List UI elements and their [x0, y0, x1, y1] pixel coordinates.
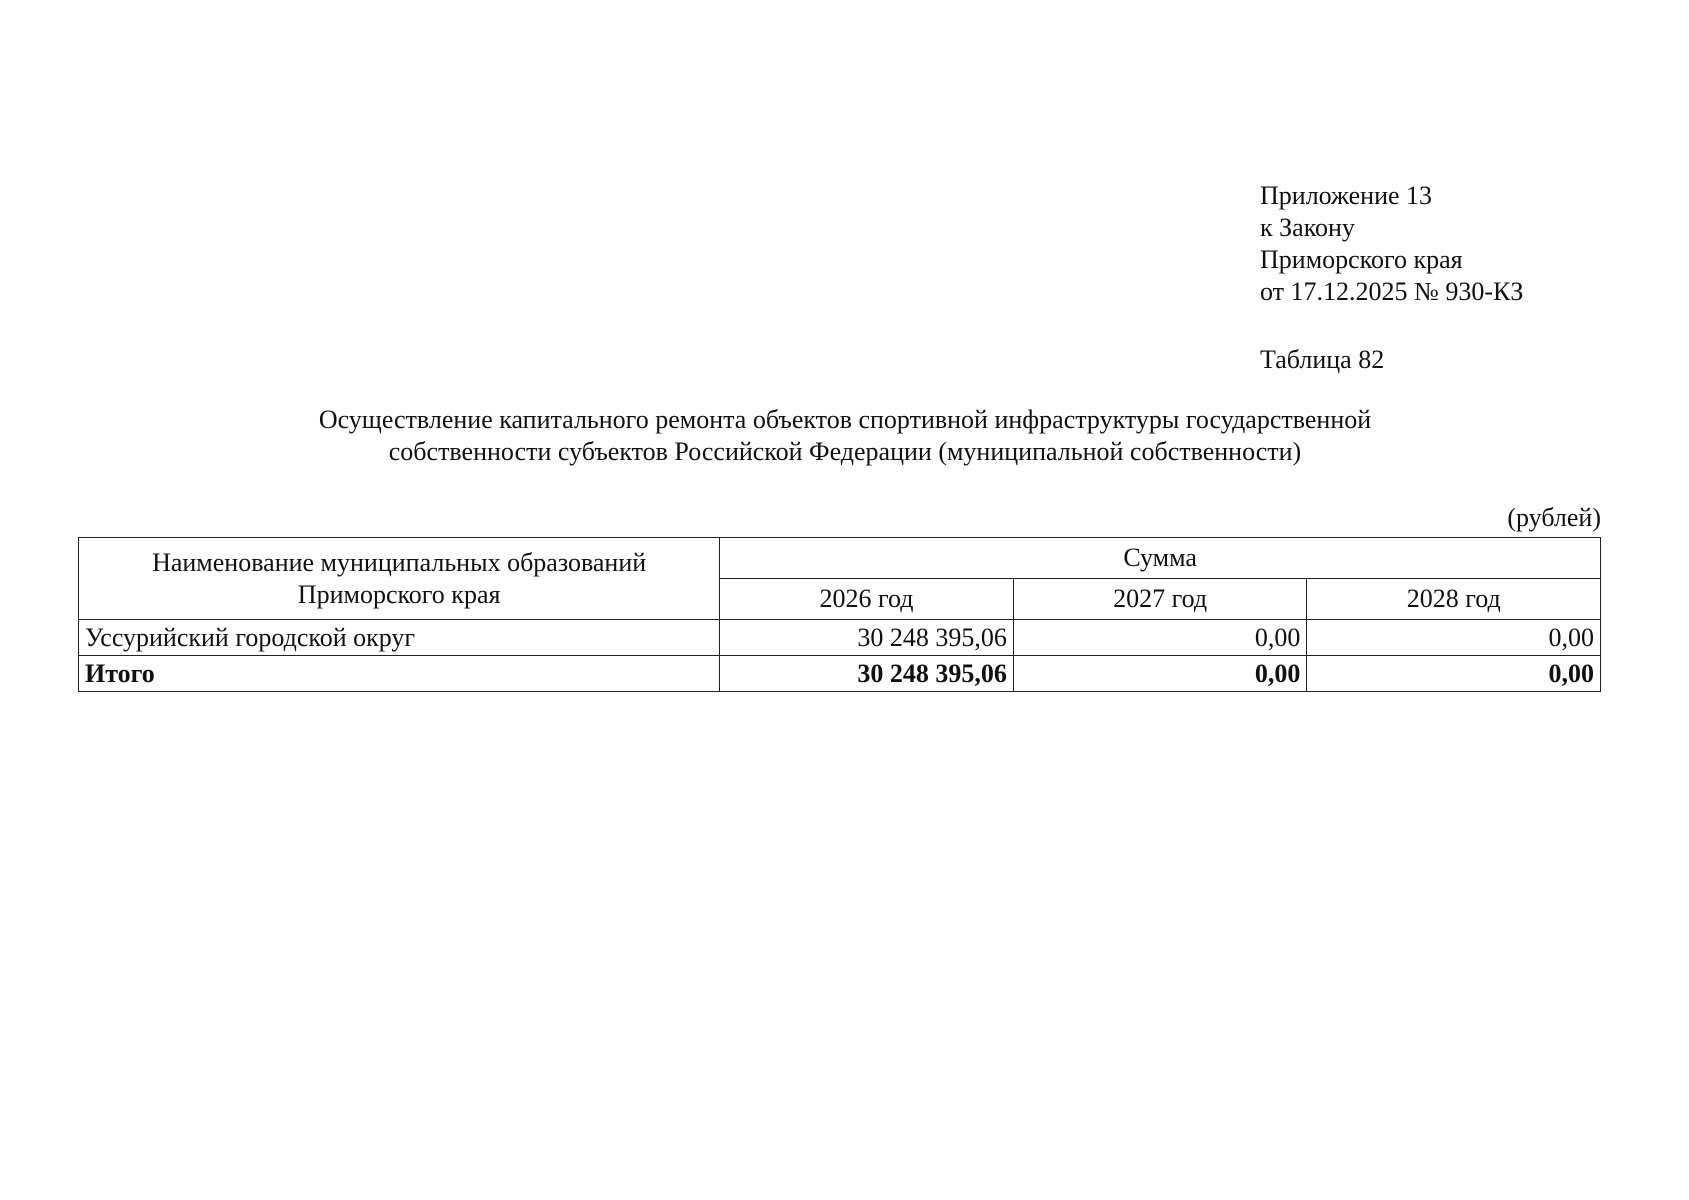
amount-cell: 30 248 395,06 — [720, 620, 1014, 656]
appendix-line: Приложение 13 — [1260, 181, 1433, 210]
sum-header: Сумма — [720, 538, 1601, 579]
appendix-line: к Закону — [1260, 213, 1355, 242]
appendix-block — [1260, 180, 1523, 308]
amount-cell: 0,00 — [1307, 620, 1601, 656]
municipality-header — [79, 538, 720, 620]
title-line: Осуществление капитального ремонта объектов спортивной инфраструктуры государственной — [318, 405, 1372, 434]
document-title — [160, 404, 1530, 468]
year-header: 2028 год — [1307, 579, 1601, 620]
title-line: собственности субъектов Российской Федерации (муниципальной собственности) — [388, 437, 1302, 466]
total-amount-cell: 0,00 — [1013, 656, 1307, 692]
budget-table — [78, 537, 1601, 692]
total-amount-cell: 0,00 — [1307, 656, 1601, 692]
year-header: 2027 год — [1013, 579, 1307, 620]
total-row — [79, 656, 1601, 692]
municipality-name: Уссурийский городской округ — [79, 620, 720, 656]
header-text: Наименование муниципальных образований — [152, 547, 647, 577]
total-amount-cell: 30 248 395,06 — [720, 656, 1014, 692]
appendix-line: Приморского края — [1260, 245, 1463, 274]
total-label: Итого — [79, 656, 720, 692]
year-header: 2026 год — [720, 579, 1014, 620]
units-label: (рублей) — [1507, 503, 1601, 532]
table-row — [79, 620, 1601, 656]
table-header-row — [79, 538, 1601, 579]
amount-cell: 0,00 — [1013, 620, 1307, 656]
appendix-line: от 17.12.2025 № 930-КЗ — [1260, 277, 1524, 306]
header-text: Приморского края — [297, 579, 501, 609]
table-number: Таблица 82 — [1260, 345, 1385, 374]
